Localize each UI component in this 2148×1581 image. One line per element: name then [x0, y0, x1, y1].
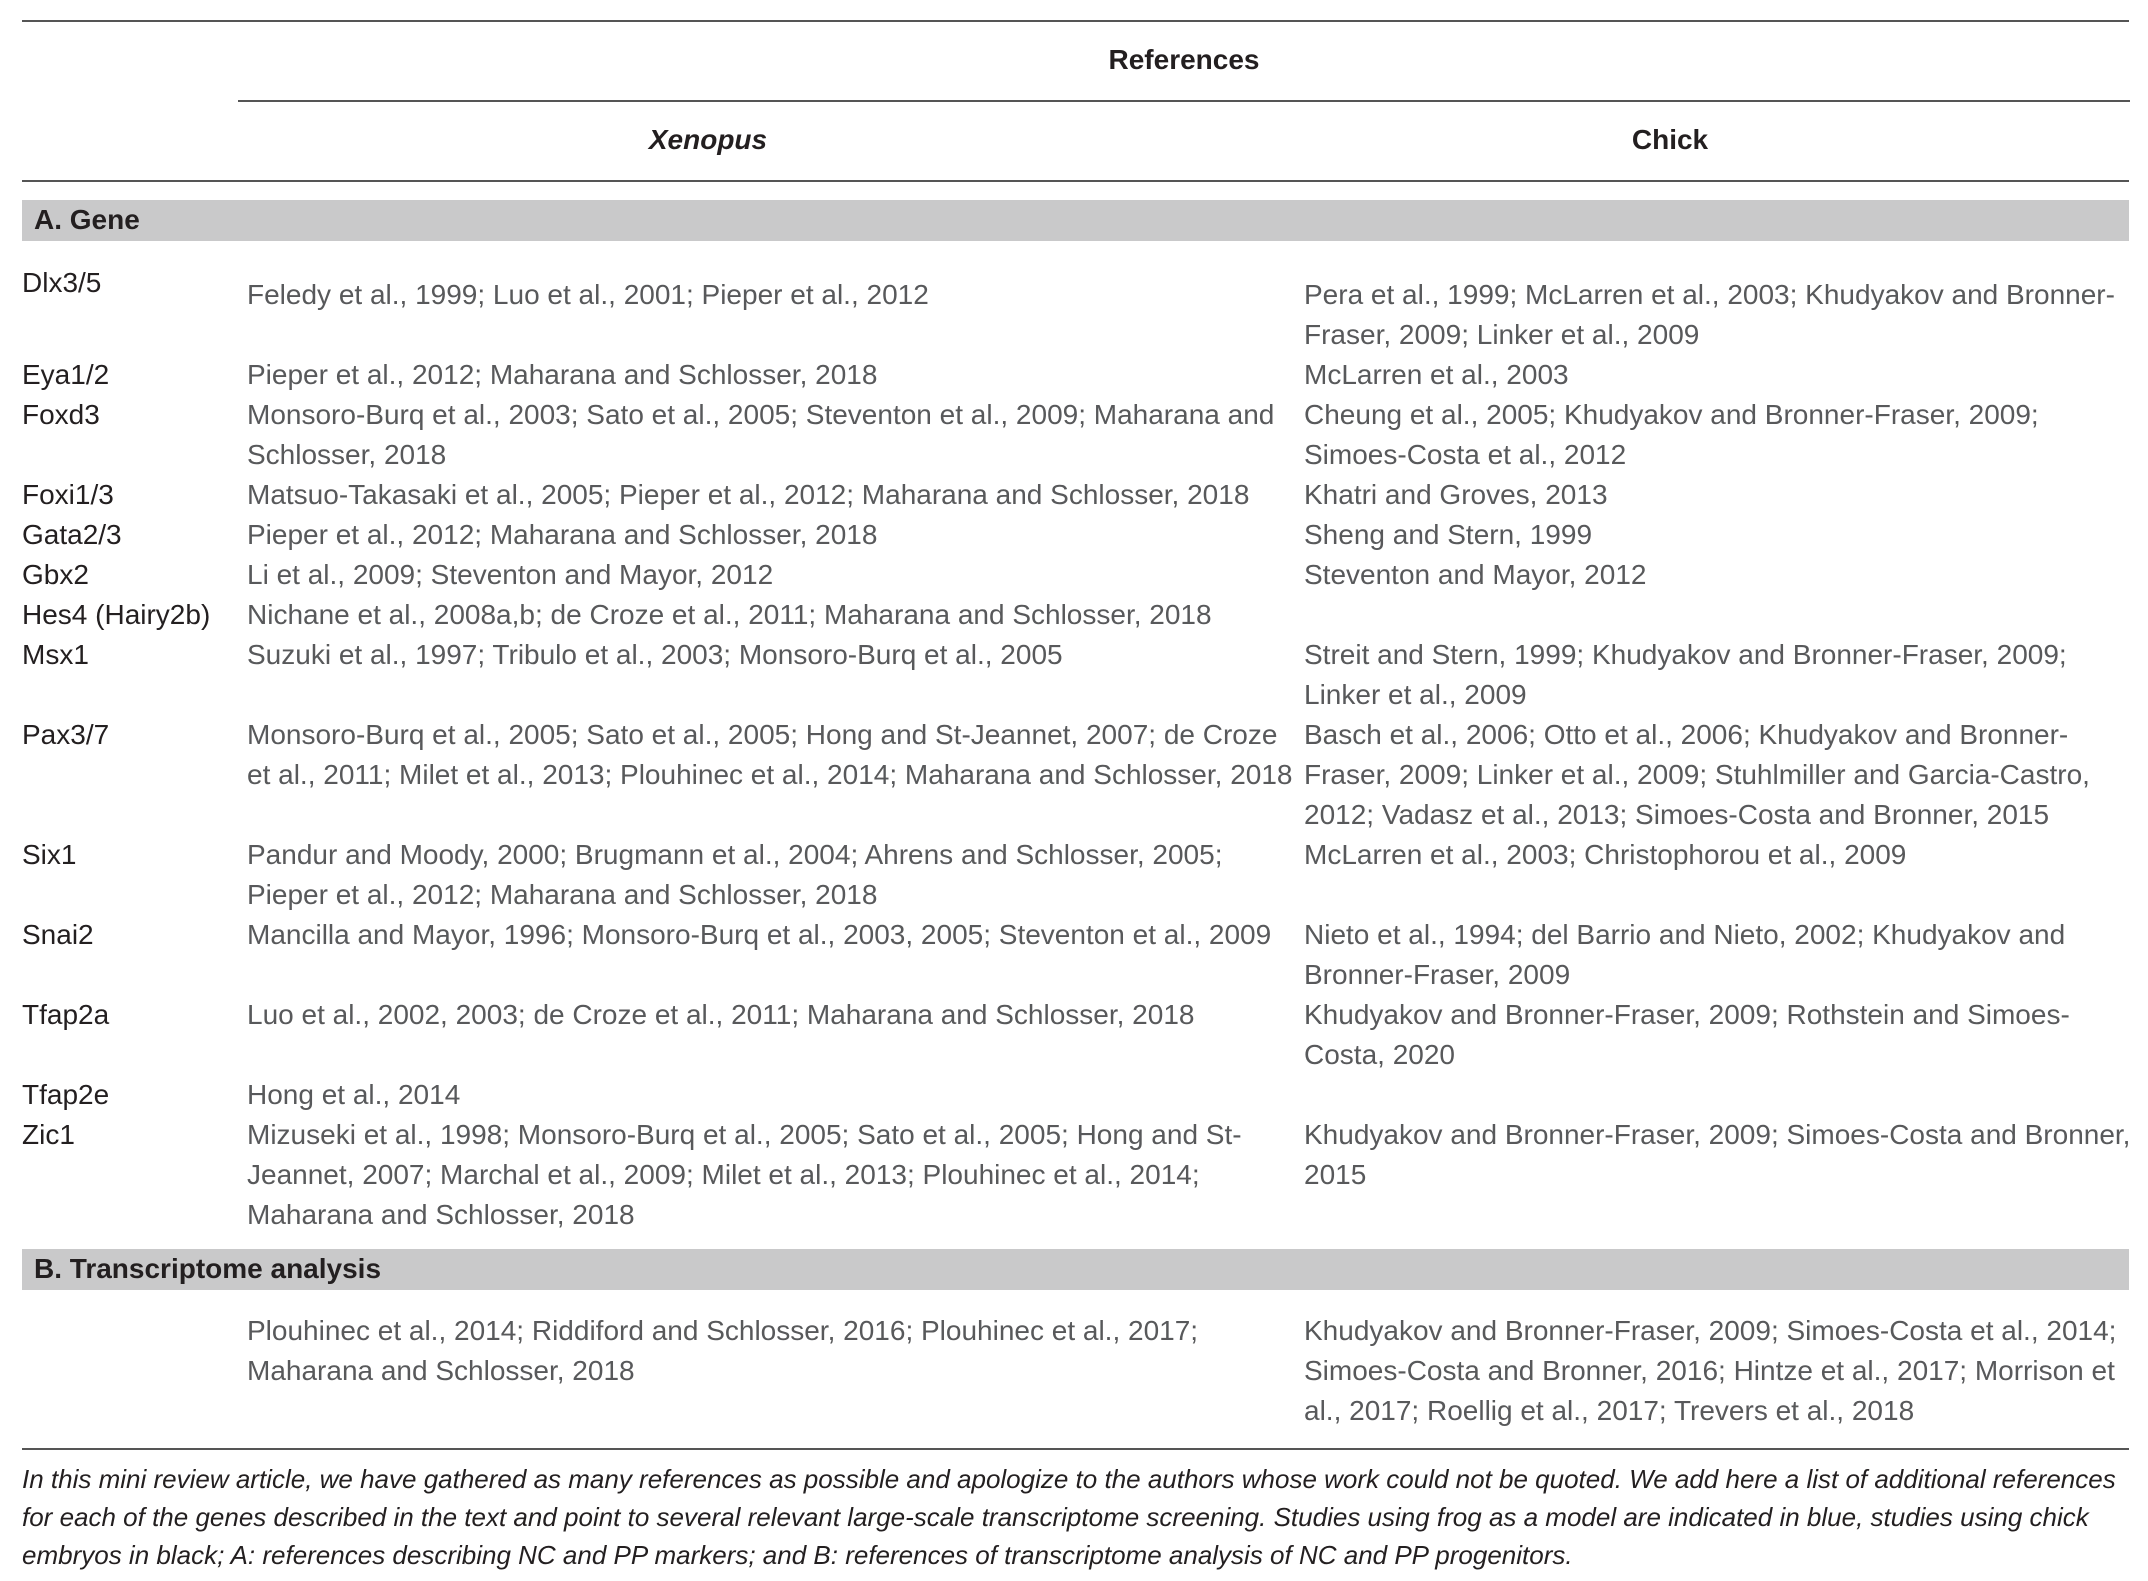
chick-references: Cheung et al., 2005; Khudyakov and Bronner-Fraser, 2009; Simoes-Costa et al., 2012	[1304, 399, 2039, 470]
gene-name: Zic1	[22, 1119, 75, 1150]
chick-references: Basch et al., 2006; Otto et al., 2006; Khudyakov and Bronner-Fraser, 2009; Linker et al., 2009; Stuhlmiller and Garcia-Castro, 2012; Vadasz et al., 2013; Simoes-Costa and Bronner, 2015	[1304, 719, 2090, 830]
gene-name: Foxi1/3	[22, 479, 114, 510]
xenopus-references: Feledy et al., 1999; Luo et al., 2001; Pieper et al., 2012	[247, 279, 929, 310]
section-b-title: B. Transcriptome analysis	[34, 1253, 382, 1284]
xenopus-references: Luo et al., 2002, 2003; de Croze et al., 2011; Maharana and Schlosser, 2018	[247, 999, 1195, 1030]
gene-name: Six1	[22, 839, 77, 870]
gene-name: Msx1	[22, 639, 89, 670]
chick-references: Pera et al., 1999; McLarren et al., 2003; Khudyakov and Bronner-Fraser, 2009; Linker et al., 2009	[1304, 279, 2115, 350]
section-a-title: A. Gene	[34, 204, 140, 235]
xenopus-references: Li et al., 2009; Steventon and Mayor, 2012	[247, 559, 774, 590]
xenopus-references: Mizuseki et al., 1998; Monsoro-Burq et al., 2005; Sato et al., 2005; Hong and St-Jeannet, 2007; Marchal et al., 2009; Milet et al., 2013; Plouhinec et al., 2014; Maharana and Schlosser, 2018	[247, 1119, 1242, 1230]
xenopus-references: Monsoro-Burq et al., 2005; Sato et al., 2005; Hong and St-Jeannet, 2007; de Croze et al., 2011; Milet et al., 2013; Plouhinec et al., 2014; Maharana and Schlosser, 2018	[247, 719, 1293, 790]
xenopus-references: Plouhinec et al., 2014; Riddiford and Schlosser, 2016; Plouhinec et al., 2017; Maharana and Schlosser, 2018	[247, 1315, 1199, 1386]
xenopus-references: Matsuo-Takasaki et al., 2005; Pieper et al., 2012; Maharana and Schlosser, 2018	[247, 479, 1250, 510]
header-bottom-rule	[22, 180, 2129, 182]
references-header: References	[1108, 44, 1260, 75]
xenopus-references: Pieper et al., 2012; Maharana and Schlosser, 2018	[247, 519, 878, 550]
chick-references: Nieto et al., 1994; del Barrio and Nieto, 2002; Khudyakov and Bronner-Fraser, 2009	[1304, 919, 2066, 990]
xenopus-references: Pieper et al., 2012; Maharana and Schlosser, 2018	[247, 359, 878, 390]
xenopus-references: Mancilla and Mayor, 1996; Monsoro-Burq et al., 2003, 2005; Steventon et al., 2009	[247, 919, 1272, 950]
section-b-bar	[22, 1249, 2129, 1290]
gene-name: Pax3/7	[22, 719, 110, 750]
xenopus-column-header: Xenopus	[648, 124, 768, 155]
gene-name: Tfap2a	[22, 999, 110, 1030]
chick-references: Khudyakov and Bronner-Fraser, 2009; Simoes-Costa et al., 2014; Simoes-Costa and Bronner, 2016; Hintze et al., 2017; Morrison et al., 2017; Roellig et al., 2017; Trevers et al., 2018	[1304, 1315, 2117, 1426]
table-footnote: In this mini review article, we have gathered as many references as possible and apologize to the authors whose work could not be quoted. We add here a list of additional references for each of the genes described in the text and point to several relevant large-scale transcriptome screening. Studies using frog as a model are indicated in blue, studies using chick embryos in black; A: references describing NC and PP markers; and B: references of transcriptome analysis of NC and PP progenitors.	[22, 1464, 2116, 1570]
gene-name: Gata2/3	[22, 519, 122, 550]
gene-name: Dlx3/5	[22, 267, 102, 298]
gene-name: Tfap2e	[22, 1079, 110, 1110]
gene-name: Foxd3	[22, 399, 100, 430]
chick-references: McLarren et al., 2003; Christophorou et al., 2009	[1304, 839, 1907, 870]
chick-references: Khudyakov and Bronner-Fraser, 2009; Simoes-Costa and Bronner, 2015	[1304, 1119, 2131, 1190]
section-a-bar	[22, 200, 2129, 241]
table-bottom-rule	[22, 1448, 2129, 1450]
xenopus-references: Hong et al., 2014	[247, 1079, 461, 1110]
xenopus-references: Monsoro-Burq et al., 2003; Sato et al., 2005; Steventon et al., 2009; Maharana and Schlosser, 2018	[247, 399, 1275, 470]
chick-references: Steventon and Mayor, 2012	[1304, 559, 1647, 590]
xenopus-references: Pandur and Moody, 2000; Brugmann et al., 2004; Ahrens and Schlosser, 2005; Pieper et al., 2012; Maharana and Schlosser, 2018	[247, 839, 1223, 910]
references-underline	[238, 100, 2130, 102]
chick-references: Khatri and Groves, 2013	[1304, 479, 1608, 510]
table-top-rule	[22, 20, 2129, 22]
gene-name: Gbx2	[22, 559, 89, 590]
gene-name: Snai2	[22, 919, 94, 950]
xenopus-references: Suzuki et al., 1997; Tribulo et al., 2003; Monsoro-Burq et al., 2005	[247, 639, 1063, 670]
chick-references: McLarren et al., 2003	[1304, 359, 1569, 390]
xenopus-references: Nichane et al., 2008a,b; de Croze et al., 2011; Maharana and Schlosser, 2018	[247, 599, 1212, 630]
gene-name: Eya1/2	[22, 359, 110, 390]
chick-references: Khudyakov and Bronner-Fraser, 2009; Rothstein and Simoes-Costa, 2020	[1304, 999, 2070, 1070]
chick-column-header: Chick	[1631, 124, 1709, 155]
chick-references: Sheng and Stern, 1999	[1304, 519, 1593, 550]
chick-references: Streit and Stern, 1999; Khudyakov and Bronner-Fraser, 2009; Linker et al., 2009	[1304, 639, 2067, 710]
gene-name: Hes4 (Hairy2b)	[22, 599, 211, 630]
